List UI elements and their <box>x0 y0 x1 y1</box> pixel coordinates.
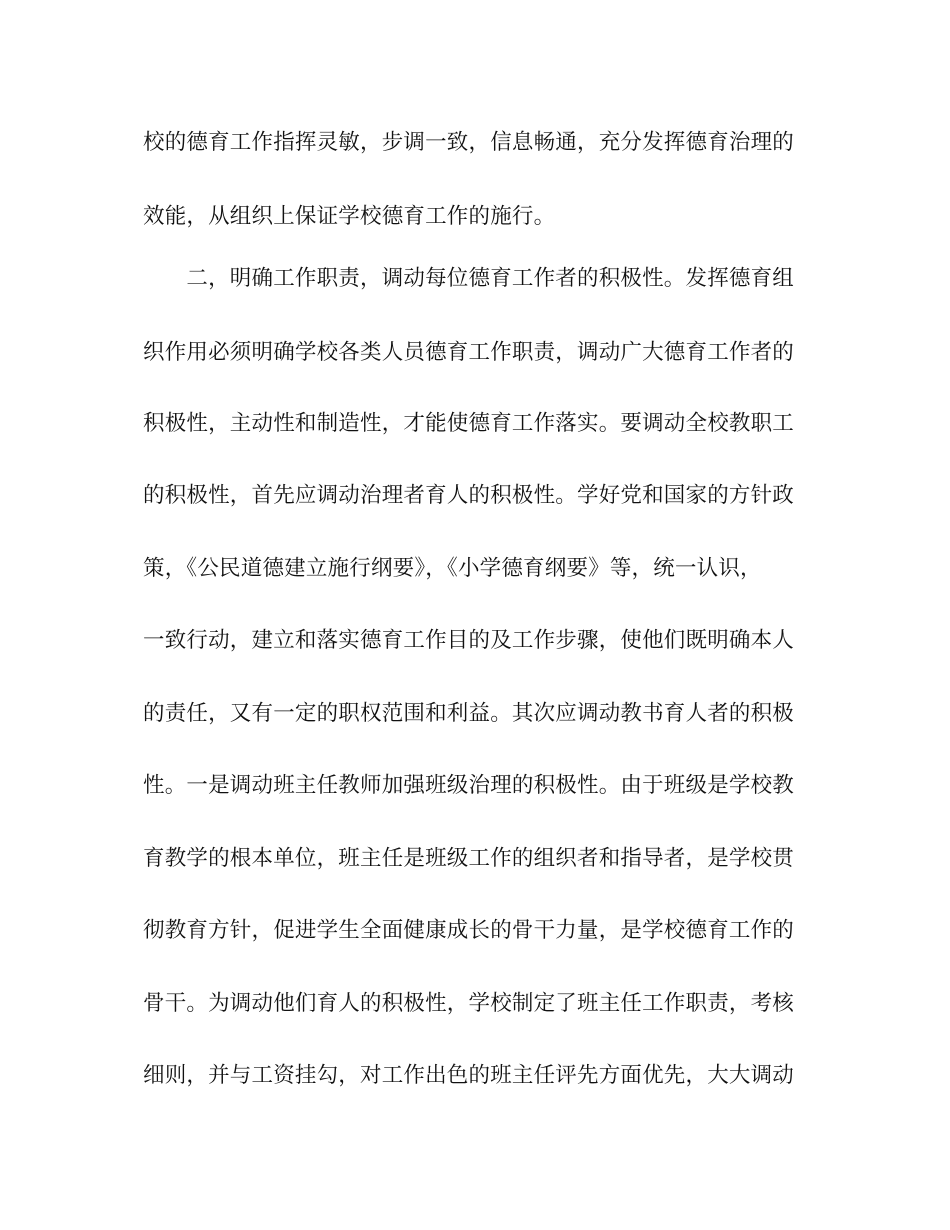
text-line: 的积极性，首先应调动治理者育人的积极性。学好党和国家的方针政 <box>143 483 795 508</box>
text-line: 育教学的根本单位，班主任是班级工作的组织者和指导者，是学校贯 <box>143 846 795 871</box>
text-line: 一致行动，建立和落实德育工作目的及工作步骤，使他们既明确本人 <box>143 628 795 653</box>
text-line: 彻教育方针，促进学生全面健康成长的骨干力量，是学校德育工作的 <box>143 918 795 943</box>
text-line: 策，《公民道德建立施行纲要》，《小学德育纲要》等，统一认识， <box>143 556 762 581</box>
text-line: 的责任，又有一定的职权范围和利益。其次应调动教书育人者的积极 <box>143 701 795 726</box>
text-line: 效能，从组织上保证学校德育工作的施行。 <box>143 204 556 229</box>
paragraph-start-line: 二，明确工作职责，调动每位德育工作者的积极性。发挥德育组 <box>143 266 795 291</box>
text-line: 骨干。为调动他们育人的积极性，学校制定了班主任工作职责，考核 <box>143 991 795 1016</box>
text-line: 织作用必须明确学校各类人员德育工作职责，调动广大德育工作者的 <box>143 340 795 365</box>
text-line: 校的德育工作指挥灵敏，步调一致，信息畅通，充分发挥德育治理的 <box>143 130 795 155</box>
text-line: 性。一是调动班主任教师加强班级治理的积极性。由于班级是学校教 <box>143 773 795 798</box>
text-line: 细则，并与工资挂勾，对工作出色的班主任评先方面优先，大大调动 <box>143 1063 795 1088</box>
text-line: 积极性，主动性和制造性，才能使德育工作落实。要调动全校教职工 <box>143 411 795 436</box>
